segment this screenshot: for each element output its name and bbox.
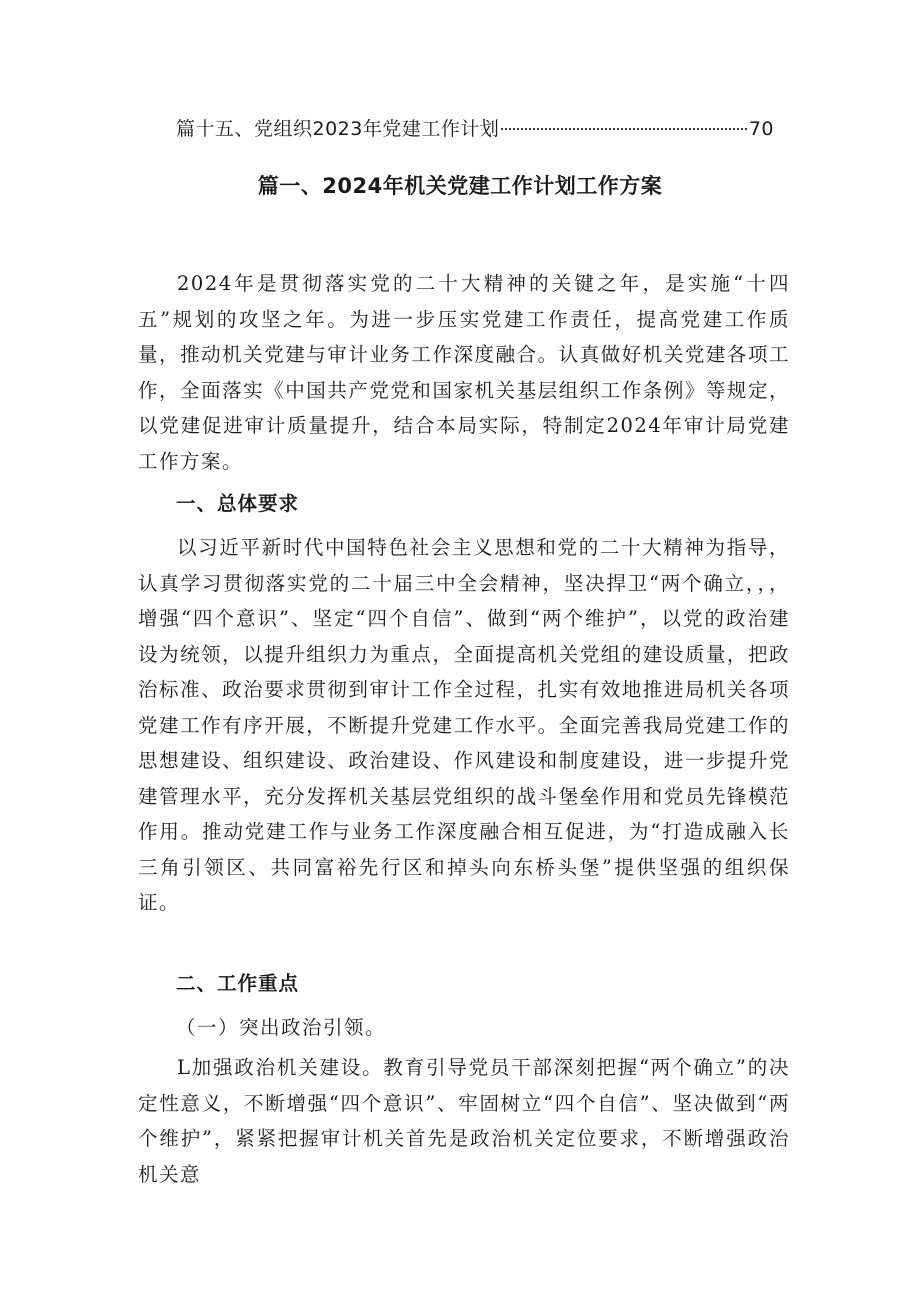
document-title: 篇一、2024年机关党建工作计划工作方案 [257, 174, 663, 198]
toc-entry-title: 篇十五、党组织2023年党建工作计划 [176, 118, 500, 140]
subsection-heading-political-leadership: （一）突出政治引领。 [176, 1016, 387, 1039]
section2-paragraph: L加强政治机关建设。教育引导党员干部深刻把握“两个确立”的决定性意义，不断增强“四个意识”、牢固树立“四个自信”、坚决做到“两个维护”，紧紧把握审计机关首先是政治机关定位要求，不断增强政治机关意 [138, 1056, 790, 1186]
intro-paragraph-block [138, 266, 790, 479]
section-heading-overall-requirements: 一、总体要求 [176, 492, 300, 515]
section2-paragraph-block [138, 1050, 790, 1192]
section1-paragraph-block [138, 530, 790, 921]
section1-paragraph: 以习近平新时代中国特色社会主义思想和党的二十大精神为指导，认真学习贯彻落实党的二十届三中全会精神，坚决捍卫“两个确立，，，增强“四个意识”、坚定“四个自信”、做到“两个维护”，以党的政治建设为统领，以提升组织力为重点，全面提高机关党组的建设质量，把政治标准、政治要求贯彻到审计工作全过程，扎实有效地推进局机关各项党建工作有序开展，不断提升党建工作水平。全面完善我局党建工作的思想建设、组织建设、政治建设、作风建设和制度建设，进一步提升党建管理水平，充分发挥机关基层党组织的战斗堡垒作用和党员先锋模范作用。推动党建工作与业务工作深度融合相互促进，为“打造成融入长三角引领区、共同富裕先行区和掉头向东桥头堡”提供坚强的组织保证。 [138, 536, 790, 914]
toc-entry-page-number: 70 [748, 118, 774, 140]
section-heading-work-focus: 二、工作重点 [176, 972, 300, 995]
toc-entry[interactable] [176, 114, 774, 142]
toc-leader-dots [501, 128, 746, 130]
intro-paragraph: 2024年是贯彻落实党的二十大精神的关键之年，是实施“十四五”规划的攻坚之年。为进一步压实党建工作责任，提高党建工作质量，推动机关党建与审计业务工作深度融合。认真做好机关党建各项工作，全面落实《中国共产党党和国家机关基层组织工作条例》等规定，以党建促进审计质量提升，结合本局实际，特制定2024年审计局党建工作方案。 [138, 272, 790, 473]
